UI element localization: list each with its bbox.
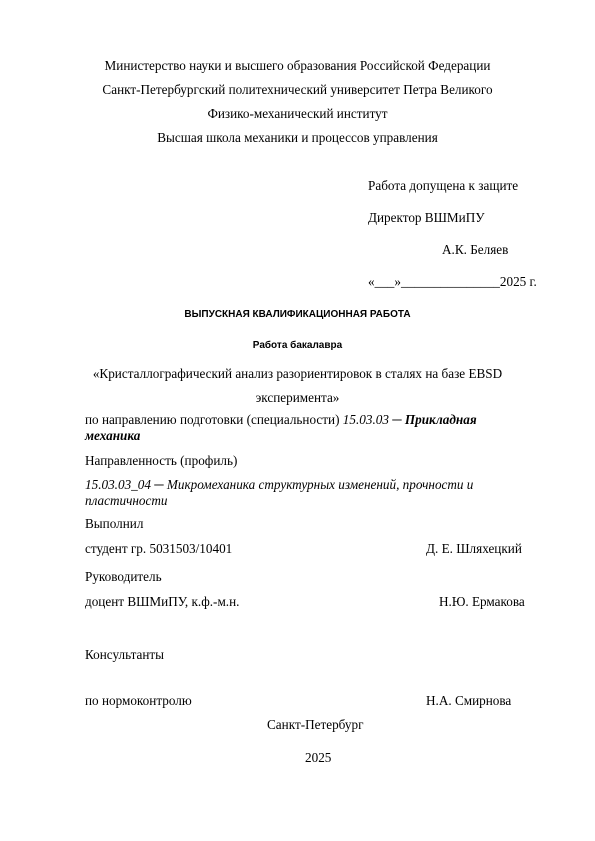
year: 2025 [305, 750, 332, 765]
topic-line-2: эксперимента» [255, 390, 340, 405]
direction-prefix: по направлению подготовки (специальности) [85, 412, 343, 427]
university-line: Санкт-Петербургский политехнический университет Петра Великого [102, 82, 493, 97]
supervisor-position: доцент ВШМиПУ, к.ф.-м.н. [85, 594, 240, 609]
direction-line [85, 412, 477, 428]
admitted-text: Работа допущена к защите [368, 178, 519, 193]
topic-line-1: «Кристаллографический анализ разориентировок в сталях на базе EBSD [92, 366, 503, 381]
city: Санкт-Петербург [267, 717, 364, 732]
supervisor-label: Руководитель [85, 569, 162, 584]
director-title: Директор ВШМиПУ [368, 210, 485, 225]
profile-line-2: пластичности [85, 493, 168, 508]
direction-name-part2: механика [85, 428, 141, 443]
performer-position: студент гр. 5031503/10401 [85, 541, 233, 556]
direction-name-part1: Прикладная [404, 412, 477, 427]
direction-code: 15.03.03 ─ [342, 412, 405, 427]
profile-label: Направленность (профиль) [85, 453, 238, 468]
degree-heading: Работа бакалавра [252, 340, 343, 351]
profile-line-1: 15.03.03_04 ─ Микромеханика структурных изменений, прочности и [85, 477, 474, 492]
consultants-label: Консультанты [85, 647, 165, 662]
ministry-line: Министерство науки и высшего образования Российской Федерации [104, 58, 491, 73]
institute-line: Физико-механический институт [207, 106, 388, 121]
normcontrol-name: Н.А. Смирнова [426, 693, 512, 708]
approval-date-line: «___»_______________2025 г. [368, 274, 537, 289]
school-line: Высшая школа механики и процессов управления [157, 130, 438, 145]
supervisor-name: Н.Ю. Ермакова [439, 594, 525, 609]
normcontrol-position: по нормоконтролю [85, 693, 192, 708]
performer-label: Выполнил [85, 516, 144, 531]
director-name: А.К. Беляев [442, 242, 509, 257]
performer-name: Д. Е. Шляхецкий [426, 541, 522, 556]
work-type-heading: ВЫПУСКНАЯ КВАЛИФИКАЦИОННАЯ РАБОТА [184, 309, 411, 320]
